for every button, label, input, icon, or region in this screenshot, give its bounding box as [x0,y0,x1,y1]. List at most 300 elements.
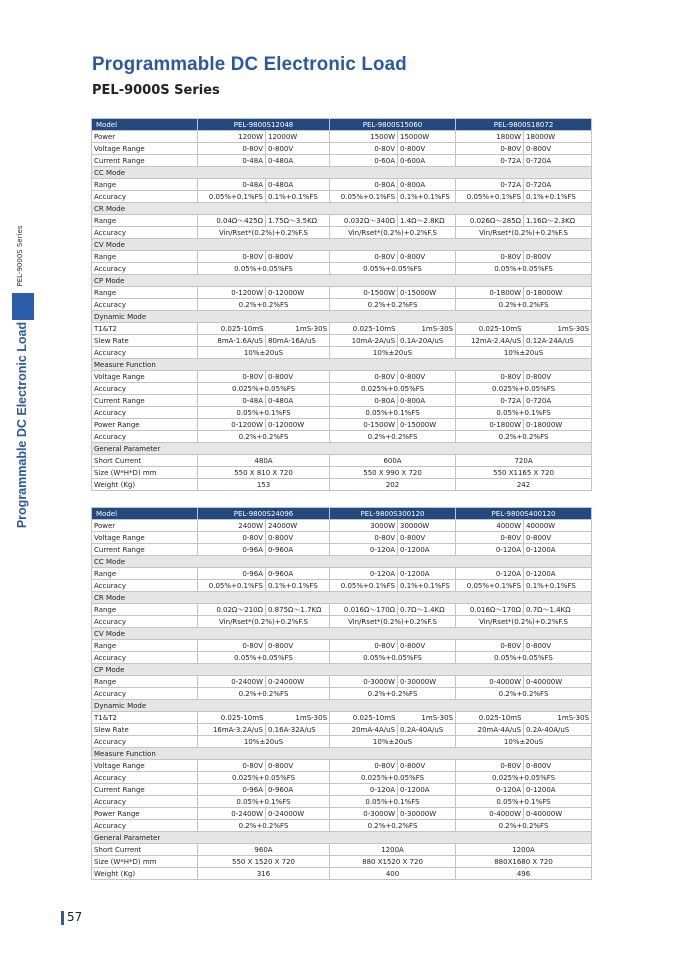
spec-value: 0.2%+0.2%FS [456,820,592,832]
spec-value-low-range: 0.02Ω～210Ω [198,604,266,616]
spec-value-high-range: 12000W [266,131,330,143]
table-row [92,616,592,628]
spec-value: 0.05%+0.05%FS [456,652,592,664]
spec-value-low-range: 0-96A [198,568,266,580]
row-label: Short Current [92,844,198,856]
spec-value-high-range: 0-800V [524,371,592,383]
spec-value: Vin/Rset*(0.2%)+0.2%F.S [330,616,456,628]
row-label: Accuracy [92,772,198,784]
model-name: PEL-9800S18072 [456,119,592,131]
table-row [92,299,592,311]
spec-value-high-range: 1mS-30S [266,712,330,724]
spec-value: 10%±20uS [456,736,592,748]
spec-value-high-range: 0-800V [524,532,592,544]
spec-value-low-range: 12mA-2.4A/uS [456,335,524,347]
spec-value-low-range: 0.025-10mS [198,323,266,335]
section-row [92,700,592,712]
row-label: Accuracy [92,820,198,832]
row-label: Size (W*H*D) mm [92,856,198,868]
spec-value: 550 X 810 X 720 [198,467,330,479]
spec-value-high-range: 0.1%+0.1%FS [266,580,330,592]
table-row [92,179,592,191]
section-row [92,556,592,568]
spec-value: 0.05%+0.05%FS [330,652,456,664]
table-row [92,868,592,880]
spec-value-high-range: 1mS-30S [524,323,592,335]
model-header: Model [92,508,198,520]
row-label: Range [92,179,198,191]
spec-value-low-range: 0-80V [198,371,266,383]
spec-value-high-range: 0-800V [266,760,330,772]
spec-value-low-range: 0-96A [198,544,266,556]
spec-value-low-range: 0-80V [330,640,398,652]
table-row [92,215,592,227]
spec-value: 0.2%+0.2%FS [456,688,592,700]
table-row [92,383,592,395]
spec-value-high-range: 30000W [398,520,456,532]
spec-value-high-range: 1.16Ω～2.3KΩ [524,215,592,227]
section-heading: Dynamic Mode [92,700,592,712]
spec-value-low-range: 0-1800W [456,419,524,431]
spec-table-1 [91,118,592,491]
spec-value: 0.05%+0.1%FS [198,407,330,419]
table-row [92,544,592,556]
table-row [92,604,592,616]
spec-value: 316 [198,868,330,880]
spec-value-high-range: 0-800A [398,179,456,191]
section-heading: Measure Function [92,748,592,760]
spec-value-high-range: 0-800V [398,640,456,652]
spec-value-high-range: 0-800V [398,760,456,772]
spec-value-high-range: 24000W [266,520,330,532]
row-label: Current Range [92,784,198,796]
row-label: Power [92,131,198,143]
spec-value-low-range: 0-80V [198,760,266,772]
section-heading: CV Mode [92,239,592,251]
spec-value: 0.2%+0.2%FS [330,299,456,311]
spec-value: 242 [456,479,592,491]
table-row [92,191,592,203]
spec-value-low-range: 0-80V [330,760,398,772]
row-label: Accuracy [92,688,198,700]
row-label: Slew Rate [92,724,198,736]
spec-value: 550 X 1520 X 720 [198,856,330,868]
section-row [92,832,592,844]
spec-value-high-range: 0.1%+0.1%FS [266,191,330,203]
spec-value-low-range: 0-120A [330,568,398,580]
spec-value-high-range: 40000W [524,520,592,532]
spec-value-high-range: 0-18000W [524,287,592,299]
spec-value-low-range: 0-3000W [330,808,398,820]
spec-value-low-range: 20mA-4A/uS [456,724,524,736]
table-row [92,808,592,820]
table-row [92,251,592,263]
spec-value-high-range: 0.7Ω～1.4KΩ [524,604,592,616]
spec-value-high-range: 0.1%+0.1%FS [524,580,592,592]
spec-value: 10%±20uS [198,736,330,748]
spec-value-high-range: 0-600A [398,155,456,167]
row-label: Voltage Range [92,143,198,155]
spec-value-low-range: 0-120A [330,784,398,796]
spec-value-low-range: 0.05%+0.1%FS [198,191,266,203]
section-heading: Dynamic Mode [92,311,592,323]
spec-value-high-range: 0-12000W [266,419,330,431]
spec-value-high-range: 0-800V [524,760,592,772]
spec-value-high-range: 0-960A [266,568,330,580]
spec-value: 10%±20uS [330,347,456,359]
spec-value-low-range: 20mA-4A/uS [330,724,398,736]
page-title: Programmable DC Electronic Load [92,53,407,75]
spec-value-high-range: 15000W [398,131,456,143]
section-row [92,311,592,323]
spec-value-low-range: 4000W [456,520,524,532]
spec-value-high-range: 1mS-30S [524,712,592,724]
spec-value-high-range: 0-800V [266,371,330,383]
spec-value-low-range: 10mA-2A/uS [330,335,398,347]
section-heading: CC Mode [92,556,592,568]
section-heading: CC Mode [92,167,592,179]
row-label: Voltage Range [92,760,198,772]
spec-value: 0.2%+0.2%FS [198,299,330,311]
spec-value-high-range: 0-720A [524,155,592,167]
spec-value-high-range: 0-30000W [398,676,456,688]
spec-value-high-range: 0.16A-32A/uS [266,724,330,736]
table-row [92,395,592,407]
spec-value: 0.2%+0.2%FS [456,431,592,443]
table-row [92,347,592,359]
row-label: Current Range [92,395,198,407]
row-label: Weight (Kg) [92,479,198,491]
spec-value-low-range: 16mA-3.2A/uS [198,724,266,736]
section-heading: CV Mode [92,628,592,640]
section-heading: General Parameter [92,443,592,455]
section-row [92,664,592,676]
spec-value-low-range: 0-80V [456,251,524,263]
row-label: Accuracy [92,191,198,203]
table-row [92,580,592,592]
row-label: Range [92,215,198,227]
table-row [92,479,592,491]
page-number: 57 [67,910,83,924]
spec-value: 0.025%+0.05%FS [456,383,592,395]
spec-value-low-range: 0-80V [330,143,398,155]
spec-value-low-range: 0-48A [198,179,266,191]
spec-value-high-range: 0-480A [266,179,330,191]
row-label: Accuracy [92,299,198,311]
spec-value: 10%±20uS [198,347,330,359]
spec-value: 0.05%+0.1%FS [456,407,592,419]
row-label: Accuracy [92,652,198,664]
spec-value-high-range: 0-800V [398,371,456,383]
table-row [92,760,592,772]
spec-value-high-range: 0-800V [524,143,592,155]
spec-value-high-range: 18000W [524,131,592,143]
spec-value-high-range: 0-800V [266,143,330,155]
table-row [92,712,592,724]
spec-value: 153 [198,479,330,491]
section-row [92,592,592,604]
spec-value-high-range: 0-800V [398,532,456,544]
spec-value-low-range: 0-80V [198,532,266,544]
spec-value-high-range: 0-480A [266,395,330,407]
spec-value: 400 [330,868,456,880]
model-name: PEL-9800S15060 [330,119,456,131]
spec-value-high-range: 0-800V [398,143,456,155]
spec-value: 0.05%+0.05%FS [198,263,330,275]
spec-value-low-range: 0-80V [330,251,398,263]
spec-value-low-range: 0-80A [330,395,398,407]
spec-value: 600A [330,455,456,467]
row-label: T1&T2 [92,712,198,724]
spec-value-low-range: 0-80V [198,143,266,155]
row-label: Power [92,520,198,532]
row-label: Range [92,251,198,263]
spec-value: 0.05%+0.1%FS [456,796,592,808]
section-row [92,628,592,640]
model-name: PEL-9800S24096 [198,508,330,520]
spec-value: 496 [456,868,592,880]
spec-value-high-range: 0-800V [266,251,330,263]
spec-value-low-range: 0-4000W [456,808,524,820]
spec-value-low-range: 0-1200W [198,419,266,431]
row-label: Range [92,676,198,688]
spec-value-high-range: 0.875Ω～1.7KΩ [266,604,330,616]
spec-value-low-range: 0.05%+0.1%FS [456,191,524,203]
table-row [92,688,592,700]
spec-value-low-range: 0.05%+0.1%FS [330,191,398,203]
spec-value-low-range: 0-2400W [198,676,266,688]
spec-value-high-range: 0.2A-40A/uS [398,724,456,736]
spec-value: Vin/Rset*(0.2%)+0.2%F.S [198,616,330,628]
section-heading: CR Mode [92,203,592,215]
spec-value-high-range: 0-1200A [398,544,456,556]
spec-value-high-range: 0-1200A [524,544,592,556]
row-label: Voltage Range [92,371,198,383]
table-row [92,856,592,868]
table-row [92,143,592,155]
row-label: Accuracy [92,227,198,239]
spec-value: 880 X1520 X 720 [330,856,456,868]
table-row [92,227,592,239]
spec-value-low-range: 0-1500W [330,419,398,431]
row-label: T1&T2 [92,323,198,335]
spec-value: 480A [198,455,330,467]
table-row [92,287,592,299]
spec-value-high-range: 0.1A-20A/uS [398,335,456,347]
spec-value-low-range: 0-80V [330,371,398,383]
table-row [92,371,592,383]
spec-value-high-range: 0-24000W [266,676,330,688]
table-row [92,155,592,167]
spec-value-low-range: 0-2400W [198,808,266,820]
spec-value: 550 X 990 X 720 [330,467,456,479]
table-row [92,652,592,664]
row-label: Range [92,604,198,616]
spec-value: 1200A [456,844,592,856]
side-accent-bar [12,293,34,320]
model-header: Model [92,119,198,131]
row-label: Accuracy [92,796,198,808]
spec-value-high-range: 0-40000W [524,676,592,688]
spec-value-high-range: 0-1200A [398,568,456,580]
spec-value-high-range: 0-1200A [524,784,592,796]
spec-value-low-range: 0-80V [198,640,266,652]
table-row [92,520,592,532]
spec-value: 10%±20uS [456,347,592,359]
table-row [92,455,592,467]
spec-value-low-range: 0-80V [456,371,524,383]
row-label: Power Range [92,419,198,431]
spec-value-high-range: 0-960A [266,544,330,556]
row-label: Accuracy [92,347,198,359]
spec-value: 0.2%+0.2%FS [198,820,330,832]
spec-value-low-range: 3000W [330,520,398,532]
spec-value-low-range: 0-48A [198,395,266,407]
spec-value-low-range: 2400W [198,520,266,532]
table-row [92,820,592,832]
row-label: Voltage Range [92,532,198,544]
table-row [92,431,592,443]
spec-value-high-range: 0-800V [398,251,456,263]
table-row [92,131,592,143]
spec-value-low-range: 0-48A [198,155,266,167]
spec-value: 0.025%+0.05%FS [330,383,456,395]
spec-value-low-range: 0.032Ω～340Ω [330,215,398,227]
spec-value: 880X1680 X 720 [456,856,592,868]
section-row [92,167,592,179]
spec-value: 960A [198,844,330,856]
spec-value-low-range: 0.026Ω～285Ω [456,215,524,227]
spec-value-high-range: 1.4Ω～2.8KΩ [398,215,456,227]
row-label: Range [92,640,198,652]
table-row [92,784,592,796]
row-label: Accuracy [92,431,198,443]
spec-value: 0.025%+0.05%FS [198,772,330,784]
spec-value-low-range: 1200W [198,131,266,143]
spec-value-low-range: 0-80V [330,532,398,544]
spec-value-high-range: 0.1%+0.1%FS [524,191,592,203]
row-label: Range [92,287,198,299]
spec-value-low-range: 0-120A [330,544,398,556]
table-row [92,263,592,275]
spec-value-low-range: 0-80V [456,532,524,544]
spec-table-2 [91,507,592,880]
spec-value-high-range: 0-1200A [398,784,456,796]
spec-value: 0.2%+0.2%FS [456,299,592,311]
spec-value-low-range: 0-1200W [198,287,266,299]
row-label: Accuracy [92,580,198,592]
section-heading: CR Mode [92,592,592,604]
spec-value-high-range: 1mS-30S [266,323,330,335]
table-row [92,640,592,652]
section-row [92,359,592,371]
spec-value-low-range: 0-120A [456,544,524,556]
spec-value-low-range: 1500W [330,131,398,143]
row-label: Accuracy [92,383,198,395]
section-row [92,748,592,760]
spec-value: 0.2%+0.2%FS [330,688,456,700]
spec-value-high-range: 0-18000W [524,419,592,431]
section-row [92,203,592,215]
table-row [92,844,592,856]
spec-value-high-range: 1mS-30S [398,323,456,335]
spec-value-low-range: 0-72A [456,395,524,407]
spec-value-high-range: 0-1200A [524,568,592,580]
spec-value-low-range: 0.025-10mS [456,712,524,724]
table-row [92,772,592,784]
row-label: Power Range [92,808,198,820]
row-label: Current Range [92,155,198,167]
spec-value-high-range: 0-800V [524,640,592,652]
spec-value-high-range: 0-960A [266,784,330,796]
spec-value-high-range: 0-800V [524,251,592,263]
table-row [92,724,592,736]
spec-value-high-range: 0-800V [266,640,330,652]
spec-value-high-range: 0.1%+0.1%FS [398,191,456,203]
spec-value-low-range: 0.016Ω～170Ω [330,604,398,616]
spec-value-low-range: 0-80V [198,251,266,263]
page-subtitle: PEL-9000S Series [92,83,220,98]
spec-value-low-range: 0.025-10mS [330,712,398,724]
spec-value-high-range: 0-800A [398,395,456,407]
spec-value: 0.2%+0.2%FS [198,431,330,443]
table-row [92,532,592,544]
spec-value: 10%±20uS [330,736,456,748]
table-row [92,736,592,748]
spec-value-high-range: 0.1%+0.1%FS [398,580,456,592]
spec-value-low-range: 0.025-10mS [330,323,398,335]
spec-value: 0.025%+0.05%FS [456,772,592,784]
spec-value: 202 [330,479,456,491]
spec-value: Vin/Rset*(0.2%)+0.2%F.S [330,227,456,239]
table-row [92,419,592,431]
spec-value-low-range: 0-80V [456,143,524,155]
row-label: Current Range [92,544,198,556]
spec-value-low-range: 0-80A [330,179,398,191]
table-row [92,467,592,479]
spec-value-high-range: 0-720A [524,179,592,191]
spec-value: Vin/Rset*(0.2%)+0.2%F.S [456,616,592,628]
spec-value-low-range: 0.05%+0.1%FS [198,580,266,592]
spec-value: 0.05%+0.05%FS [198,652,330,664]
spec-value-high-range: 0-40000W [524,808,592,820]
spec-value-high-range: 0-30000W [398,808,456,820]
spec-value-high-range: 1.75Ω～3.5KΩ [266,215,330,227]
model-name: PEL-9800S12048 [198,119,330,131]
spec-value-high-range: 0-12000W [266,287,330,299]
spec-value-low-range: 0-1800W [456,287,524,299]
spec-value-low-range: 0-1500W [330,287,398,299]
spec-value-high-range: 0.12A-24A/uS [524,335,592,347]
section-heading: General Parameter [92,832,592,844]
spec-value-low-range: 0.025-10mS [456,323,524,335]
spec-value-low-range: 0-80V [456,640,524,652]
spec-value-low-range: 0.04Ω～425Ω [198,215,266,227]
spec-value: Vin/Rset*(0.2%)+0.2%F.S [198,227,330,239]
row-label: Range [92,568,198,580]
section-row [92,275,592,287]
spec-value: 1200A [330,844,456,856]
row-label: Short Current [92,455,198,467]
spec-value-high-range: 0-480A [266,155,330,167]
section-heading: CP Mode [92,664,592,676]
spec-value-high-range: 0-24000W [266,808,330,820]
row-label: Accuracy [92,407,198,419]
spec-value-high-range: 0-800V [266,532,330,544]
section-heading: CP Mode [92,275,592,287]
spec-value-low-range: 0.05%+0.1%FS [330,580,398,592]
spec-value: 550 X1165 X 720 [456,467,592,479]
